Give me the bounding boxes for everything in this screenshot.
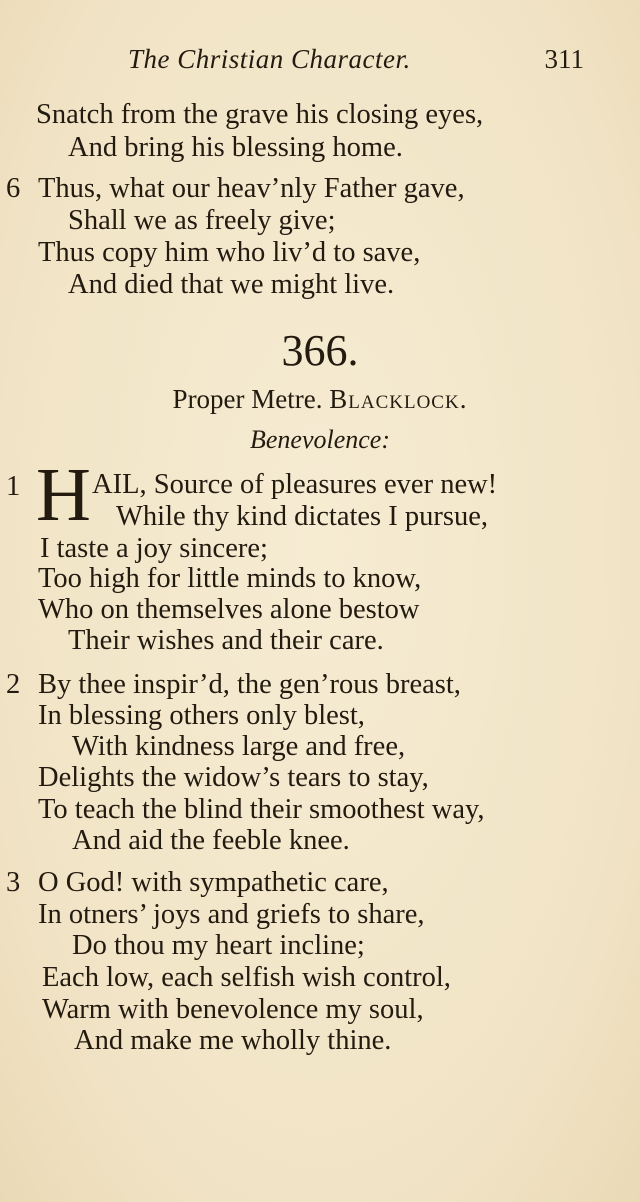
verse-line: And make me wholly thine.	[74, 1025, 392, 1056]
author: Blacklock.	[329, 384, 468, 414]
verse-line: In blessing others only blest,	[38, 700, 365, 731]
verse-line: Shall we as freely give;	[68, 205, 336, 236]
stanza-number: 3	[6, 867, 21, 898]
verse-line: To teach the blind their smoothest way,	[38, 794, 485, 825]
verse-line: Snatch from the grave his closing eyes,	[36, 99, 484, 130]
stanza-number: 2	[6, 669, 21, 700]
verse-line: Warm with benevolence my soul,	[42, 994, 424, 1025]
verse-line: Delights the widow’s tears to stay,	[38, 762, 429, 793]
stanza-number: 1	[6, 471, 21, 502]
verse-line: Too high for little minds to know,	[38, 563, 422, 594]
verse-line: Each low, each selfish wish control,	[42, 962, 451, 993]
meter: Proper Metre.	[172, 384, 323, 414]
drop-cap: H	[36, 453, 91, 537]
hymn-number: 366.	[281, 326, 359, 375]
verse-line: And bring his blessing home.	[68, 132, 403, 163]
verse-line: O God! with sympathetic care,	[38, 867, 389, 898]
verse-line: By thee inspir’d, the gen’rous breast,	[38, 669, 461, 700]
running-head	[0, 44, 640, 78]
verse-line: With kindness large and free,	[72, 731, 406, 762]
verse-line: And aid the feeble knee.	[72, 825, 350, 856]
verse-line: And died that we might live.	[68, 269, 395, 300]
verse-line: Thus, what our heav’nly Father gave,	[38, 173, 465, 204]
hymn-subject: Benevolence:	[249, 425, 390, 454]
verse-line: Who on themselves alone bestow	[38, 594, 420, 625]
verse-line: AIL, Source of pleasures ever new!	[92, 469, 498, 500]
page-number: 311	[544, 44, 584, 74]
verse-line: Thus copy him who liv’d to save,	[38, 237, 421, 268]
hymn-meter-line	[0, 382, 640, 416]
stanza-number: 6	[6, 173, 21, 204]
running-title: The Christian Character.	[128, 44, 411, 74]
verse-line: In otners’ joys and griefs to share,	[38, 899, 425, 930]
verse-line: I taste a joy sincere;	[40, 533, 268, 564]
verse-line: Do thou my heart incline;	[72, 930, 365, 961]
verse-line: Their wishes and their care.	[68, 625, 384, 656]
verse-line: While thy kind dictates I pursue,	[116, 501, 488, 532]
